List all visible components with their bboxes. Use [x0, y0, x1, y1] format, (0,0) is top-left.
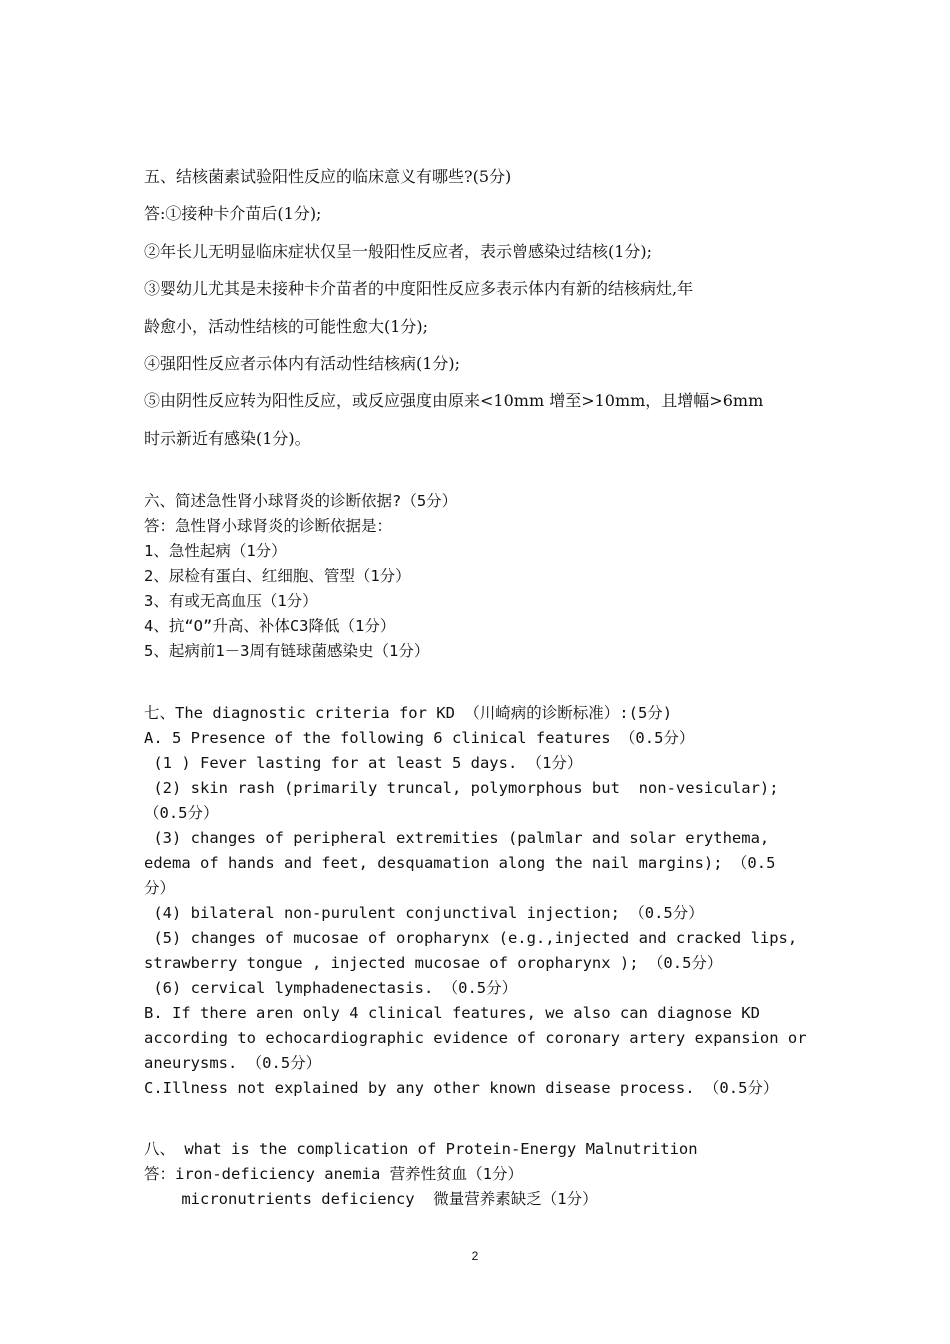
- answer-line: 3、有或无高血压（1分）: [144, 592, 318, 610]
- answer-line: (2) skin rash (primarily truncal, polymorphous but non-vesicular);: [144, 779, 779, 797]
- answer-line: 1、急性起病（1分）: [144, 542, 287, 560]
- question-8-title: 八、 what is the complication of Protein-Energy Malnutrition: [144, 1140, 698, 1158]
- answer-line: 5、起病前1－3周有链球菌感染史（1分）: [144, 642, 430, 660]
- answer-line: ②年长儿无明显临床症状仅呈一般阳性反应者，表示曾感染过结核(1分);: [144, 241, 653, 261]
- answer-line: 4、抗“O”升高、补体C3降低（1分）: [144, 617, 396, 635]
- answer-line: aneurysms. （0.5分）: [144, 1054, 322, 1072]
- answer-line: ④强阳性反应者示体内有活动性结核病(1分);: [144, 354, 461, 374]
- answer-line: 分）: [144, 879, 176, 897]
- answer-line: C.Illness not explained by any other known disease process. （0.5分）: [144, 1079, 779, 1097]
- question-8-block: [144, 1137, 824, 1212]
- answer-line: 时示新近有感染(1分)。: [144, 428, 311, 448]
- answer-line: B. If there aren only 4 clinical features, we also can diagnose KD: [144, 1004, 760, 1022]
- answer-line: (6) cervical lymphadenectasis. （0.5分）: [144, 979, 518, 997]
- question-5-title: 五、结核菌素试验阳性反应的临床意义有哪些?(5分): [144, 167, 512, 186]
- answer-line: (1 ) Fever lasting for at least 5 days. （1分）: [144, 754, 583, 772]
- answer-line: 答：iron-deficiency anemia 营养性贫血（1分）: [144, 1165, 523, 1183]
- answer-line: strawberry tongue , injected mucosae of oropharynx ); （0.5分）: [144, 954, 723, 972]
- question-6-block: [144, 489, 824, 664]
- question-5-block: [144, 158, 814, 457]
- answer-line: (4) bilateral non-purulent conjunctival injection; （0.5分）: [144, 904, 704, 922]
- answer-line: ③婴幼儿尤其是未接种卡介苗者的中度阳性反应多表示体内有新的结核病灶,年: [144, 279, 694, 299]
- question-7-title: 七、The diagnostic criteria for KD （川崎病的诊断标准）:(5分): [144, 704, 673, 722]
- page-number: 2: [471, 1249, 479, 1263]
- answer-line: (3) changes of peripheral extremities (palmlar and solar erythema,: [144, 829, 770, 847]
- answer-line: micronutrients deficiency 微量营养素缺乏（1分）: [144, 1190, 598, 1208]
- answer-line: （0.5分）: [144, 804, 219, 822]
- question-6-title: 六、简述急性肾小球肾炎的诊断依据?（5分）: [144, 492, 458, 510]
- answer-line: A. 5 Presence of the following 6 clinical features （0.5分）: [144, 729, 695, 747]
- answer-line: according to echocardiographic evidence of coronary artery expansion or: [144, 1029, 807, 1047]
- answer-line: edema of hands and feet, desquamation along the nail margins); （0.5: [144, 854, 776, 872]
- answer-line: 2、尿检有蛋白、红细胞、管型（1分）: [144, 567, 411, 585]
- answer-line: 答:①接种卡介苗后(1分);: [144, 204, 322, 224]
- answer-line: (5) changes of mucosae of oropharynx (e.g.,injected and cracked lips,: [144, 929, 798, 947]
- question-7-block: [144, 701, 824, 1101]
- answer-line: 龄愈小，活动性结核的可能性愈大(1分);: [144, 316, 429, 336]
- answer-line: 答：急性肾小球肾炎的诊断依据是：: [144, 517, 393, 535]
- answer-line: ⑤由阴性反应转为阳性反应，或反应强度由原来<10mm 增至>10mm，且增幅>6mm: [144, 391, 764, 411]
